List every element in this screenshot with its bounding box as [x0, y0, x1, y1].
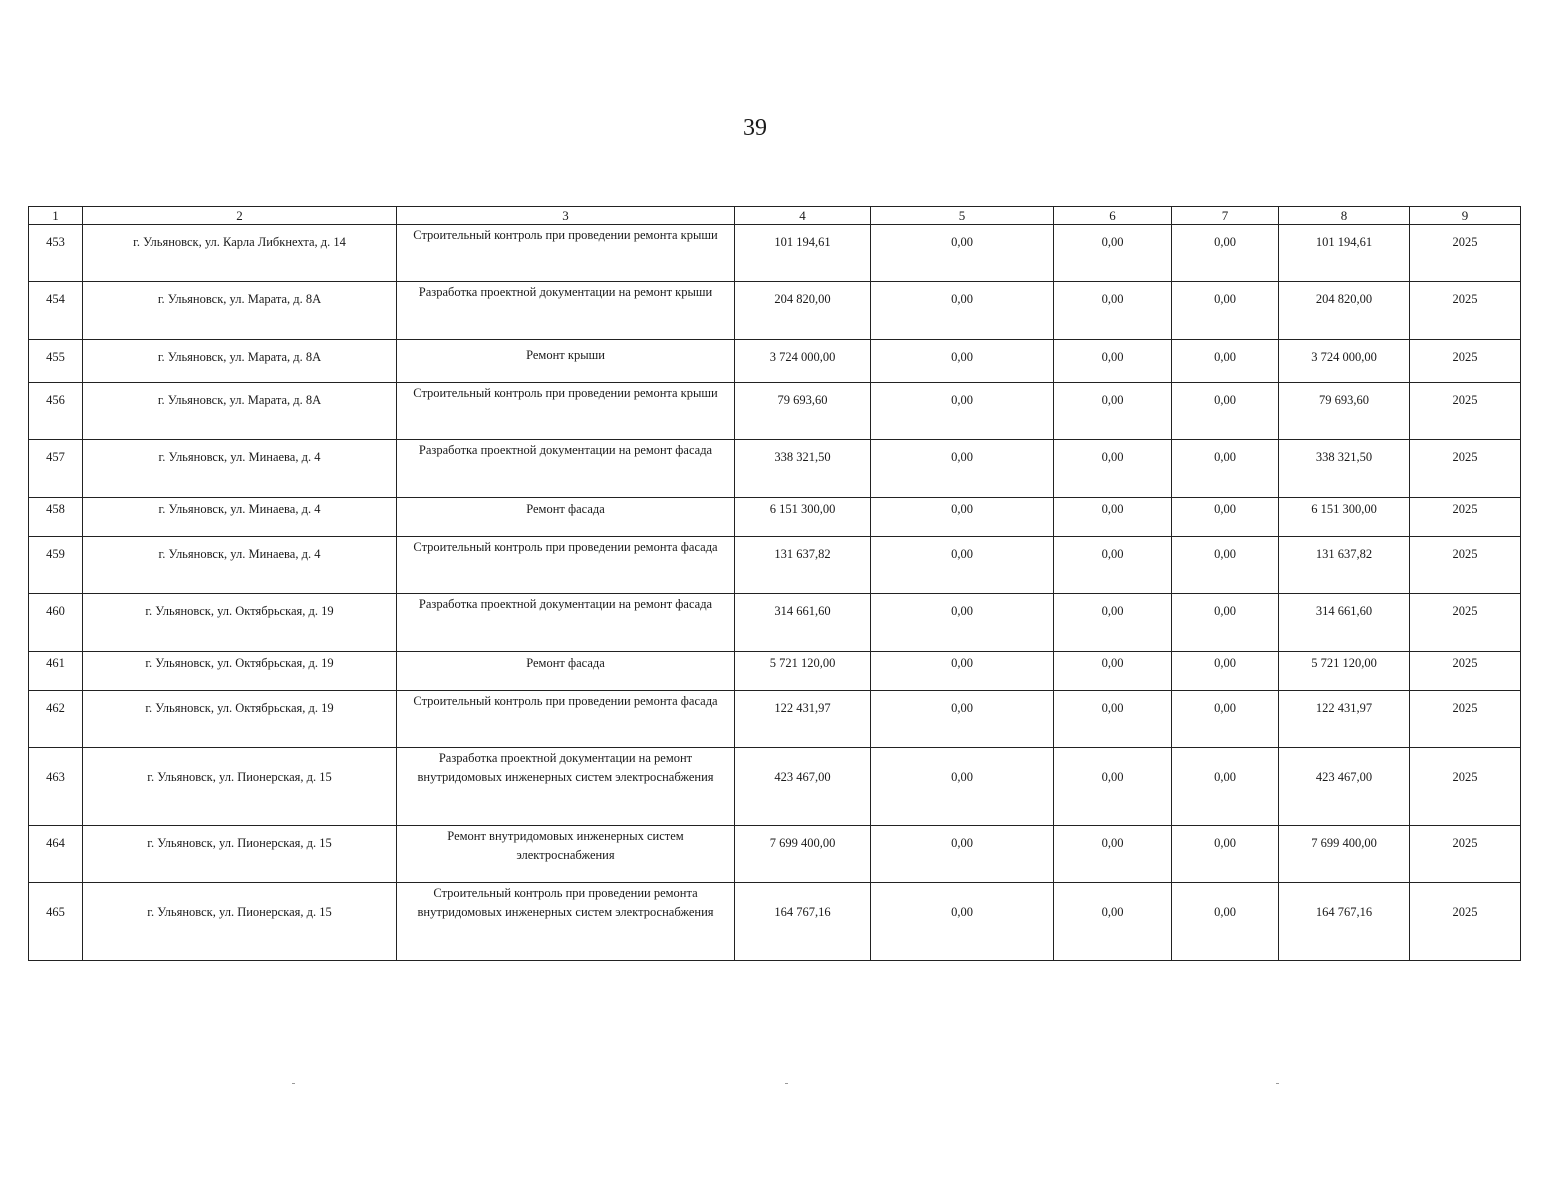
- address-cell: г. Ульяновск, ул. Пионерская, д. 15: [83, 826, 397, 883]
- row-number: 463: [29, 748, 83, 826]
- col8-cell: 101 194,61: [1279, 225, 1410, 282]
- year-cell: 2025: [1410, 225, 1521, 282]
- col8-cell: 5 721 120,00: [1279, 652, 1410, 691]
- col6-cell: 0,00: [1054, 883, 1172, 961]
- scan-mark: [292, 1083, 295, 1084]
- col7-cell: 0,00: [1172, 225, 1279, 282]
- row-number: 457: [29, 440, 83, 498]
- col8-cell: 338 321,50: [1279, 440, 1410, 498]
- total-cost-cell: 204 820,00: [735, 282, 871, 340]
- total-cost-cell: 423 467,00: [735, 748, 871, 826]
- work-type-cell: Строительный контроль при проведении ремонта фасада: [397, 691, 735, 748]
- col7-cell: 0,00: [1172, 340, 1279, 383]
- table-row: [29, 748, 1521, 826]
- row-number: 465: [29, 883, 83, 961]
- col6-cell: 0,00: [1054, 340, 1172, 383]
- address-cell: г. Ульяновск, ул. Пионерская, д. 15: [83, 748, 397, 826]
- column-header: 4: [735, 207, 871, 225]
- address-cell: г. Ульяновск, ул. Минаева, д. 4: [83, 537, 397, 594]
- col7-cell: 0,00: [1172, 652, 1279, 691]
- col7-cell: 0,00: [1172, 826, 1279, 883]
- total-cost-cell: 131 637,82: [735, 537, 871, 594]
- col8-cell: 3 724 000,00: [1279, 340, 1410, 383]
- table-row: [29, 652, 1521, 691]
- address-cell: г. Ульяновск, ул. Октябрьская, д. 19: [83, 594, 397, 652]
- work-type-cell: Строительный контроль при проведении ремонта крыши: [397, 225, 735, 282]
- total-cost-cell: 7 699 400,00: [735, 826, 871, 883]
- col8-cell: 204 820,00: [1279, 282, 1410, 340]
- col5-cell: 0,00: [871, 282, 1054, 340]
- table-row: [29, 826, 1521, 883]
- work-type-cell: Ремонт фасада: [397, 652, 735, 691]
- year-cell: 2025: [1410, 282, 1521, 340]
- col5-cell: 0,00: [871, 498, 1054, 537]
- col5-cell: 0,00: [871, 440, 1054, 498]
- table-row: [29, 340, 1521, 383]
- col5-cell: 0,00: [871, 691, 1054, 748]
- col5-cell: 0,00: [871, 537, 1054, 594]
- table-row: [29, 883, 1521, 961]
- work-type-cell: Ремонт внутридомовых инженерных систем электроснабжения: [397, 826, 735, 883]
- total-cost-cell: 314 661,60: [735, 594, 871, 652]
- col8-cell: 423 467,00: [1279, 748, 1410, 826]
- col8-cell: 7 699 400,00: [1279, 826, 1410, 883]
- year-cell: 2025: [1410, 594, 1521, 652]
- work-type-cell: Разработка проектной документации на ремонт фасада: [397, 594, 735, 652]
- col5-cell: 0,00: [871, 652, 1054, 691]
- row-number: 455: [29, 340, 83, 383]
- col6-cell: 0,00: [1054, 440, 1172, 498]
- row-number: 459: [29, 537, 83, 594]
- year-cell: 2025: [1410, 340, 1521, 383]
- table-row: [29, 594, 1521, 652]
- work-type-cell: Строительный контроль при проведении ремонта фасада: [397, 537, 735, 594]
- column-header: 1: [29, 207, 83, 225]
- col5-cell: 0,00: [871, 594, 1054, 652]
- row-number: 460: [29, 594, 83, 652]
- work-type-cell: Разработка проектной документации на ремонт фасада: [397, 440, 735, 498]
- column-header: 7: [1172, 207, 1279, 225]
- col7-cell: 0,00: [1172, 594, 1279, 652]
- address-cell: г. Ульяновск, ул. Карла Либкнехта, д. 14: [83, 225, 397, 282]
- column-header: 2: [83, 207, 397, 225]
- total-cost-cell: 338 321,50: [735, 440, 871, 498]
- work-type-cell: Разработка проектной документации на ремонт внутридомовых инженерных систем электроснабжения: [397, 748, 735, 826]
- total-cost-cell: 6 151 300,00: [735, 498, 871, 537]
- row-number: 461: [29, 652, 83, 691]
- table-row: [29, 537, 1521, 594]
- year-cell: 2025: [1410, 383, 1521, 440]
- total-cost-cell: 122 431,97: [735, 691, 871, 748]
- work-type-cell: Ремонт крыши: [397, 340, 735, 383]
- column-header: 9: [1410, 207, 1521, 225]
- row-number: 454: [29, 282, 83, 340]
- col7-cell: 0,00: [1172, 883, 1279, 961]
- year-cell: 2025: [1410, 652, 1521, 691]
- col7-cell: 0,00: [1172, 498, 1279, 537]
- col5-cell: 0,00: [871, 883, 1054, 961]
- address-cell: г. Ульяновск, ул. Марата, д. 8А: [83, 282, 397, 340]
- col7-cell: 0,00: [1172, 748, 1279, 826]
- col5-cell: 0,00: [871, 340, 1054, 383]
- total-cost-cell: 101 194,61: [735, 225, 871, 282]
- year-cell: 2025: [1410, 883, 1521, 961]
- address-cell: г. Ульяновск, ул. Октябрьская, д. 19: [83, 691, 397, 748]
- work-type-cell: Разработка проектной документации на ремонт крыши: [397, 282, 735, 340]
- column-header: 5: [871, 207, 1054, 225]
- scan-mark: [785, 1083, 788, 1084]
- year-cell: 2025: [1410, 537, 1521, 594]
- works-register-table: [28, 206, 1521, 961]
- total-cost-cell: 164 767,16: [735, 883, 871, 961]
- row-number: 458: [29, 498, 83, 537]
- work-type-cell: Строительный контроль при проведении ремонта внутридомовых инженерных систем электроснабжения: [397, 883, 735, 961]
- column-header: 8: [1279, 207, 1410, 225]
- address-cell: г. Ульяновск, ул. Минаева, д. 4: [83, 440, 397, 498]
- table-row: [29, 440, 1521, 498]
- total-cost-cell: 5 721 120,00: [735, 652, 871, 691]
- row-number: 462: [29, 691, 83, 748]
- table-row: [29, 383, 1521, 440]
- col8-cell: 122 431,97: [1279, 691, 1410, 748]
- work-type-cell: Ремонт фасада: [397, 498, 735, 537]
- address-cell: г. Ульяновск, ул. Пионерская, д. 15: [83, 883, 397, 961]
- page-number: 39: [743, 115, 767, 141]
- col7-cell: 0,00: [1172, 537, 1279, 594]
- year-cell: 2025: [1410, 498, 1521, 537]
- col6-cell: 0,00: [1054, 383, 1172, 440]
- col6-cell: 0,00: [1054, 594, 1172, 652]
- col6-cell: 0,00: [1054, 652, 1172, 691]
- col6-cell: 0,00: [1054, 225, 1172, 282]
- column-header: 3: [397, 207, 735, 225]
- year-cell: 2025: [1410, 826, 1521, 883]
- total-cost-cell: 3 724 000,00: [735, 340, 871, 383]
- col5-cell: 0,00: [871, 748, 1054, 826]
- col5-cell: 0,00: [871, 826, 1054, 883]
- col6-cell: 0,00: [1054, 498, 1172, 537]
- col6-cell: 0,00: [1054, 748, 1172, 826]
- column-header: 6: [1054, 207, 1172, 225]
- total-cost-cell: 79 693,60: [735, 383, 871, 440]
- year-cell: 2025: [1410, 691, 1521, 748]
- col7-cell: 0,00: [1172, 440, 1279, 498]
- work-type-cell: Строительный контроль при проведении ремонта крыши: [397, 383, 735, 440]
- table-row: [29, 225, 1521, 282]
- address-cell: г. Ульяновск, ул. Марата, д. 8А: [83, 383, 397, 440]
- col6-cell: 0,00: [1054, 537, 1172, 594]
- col8-cell: 79 693,60: [1279, 383, 1410, 440]
- col7-cell: 0,00: [1172, 691, 1279, 748]
- col8-cell: 164 767,16: [1279, 883, 1410, 961]
- col8-cell: 314 661,60: [1279, 594, 1410, 652]
- col6-cell: 0,00: [1054, 691, 1172, 748]
- col8-cell: 131 637,82: [1279, 537, 1410, 594]
- year-cell: 2025: [1410, 440, 1521, 498]
- address-cell: г. Ульяновск, ул. Марата, д. 8А: [83, 340, 397, 383]
- row-number: 456: [29, 383, 83, 440]
- col7-cell: 0,00: [1172, 383, 1279, 440]
- table-row: [29, 282, 1521, 340]
- table-row: [29, 691, 1521, 748]
- scan-mark: [1276, 1083, 1279, 1084]
- col8-cell: 6 151 300,00: [1279, 498, 1410, 537]
- col6-cell: 0,00: [1054, 282, 1172, 340]
- col5-cell: 0,00: [871, 225, 1054, 282]
- row-number: 464: [29, 826, 83, 883]
- year-cell: 2025: [1410, 748, 1521, 826]
- col6-cell: 0,00: [1054, 826, 1172, 883]
- address-cell: г. Ульяновск, ул. Октябрьская, д. 19: [83, 652, 397, 691]
- address-cell: г. Ульяновск, ул. Минаева, д. 4: [83, 498, 397, 537]
- table-row: [29, 498, 1521, 537]
- col5-cell: 0,00: [871, 383, 1054, 440]
- col7-cell: 0,00: [1172, 282, 1279, 340]
- row-number: 453: [29, 225, 83, 282]
- column-number-header: [29, 207, 1521, 225]
